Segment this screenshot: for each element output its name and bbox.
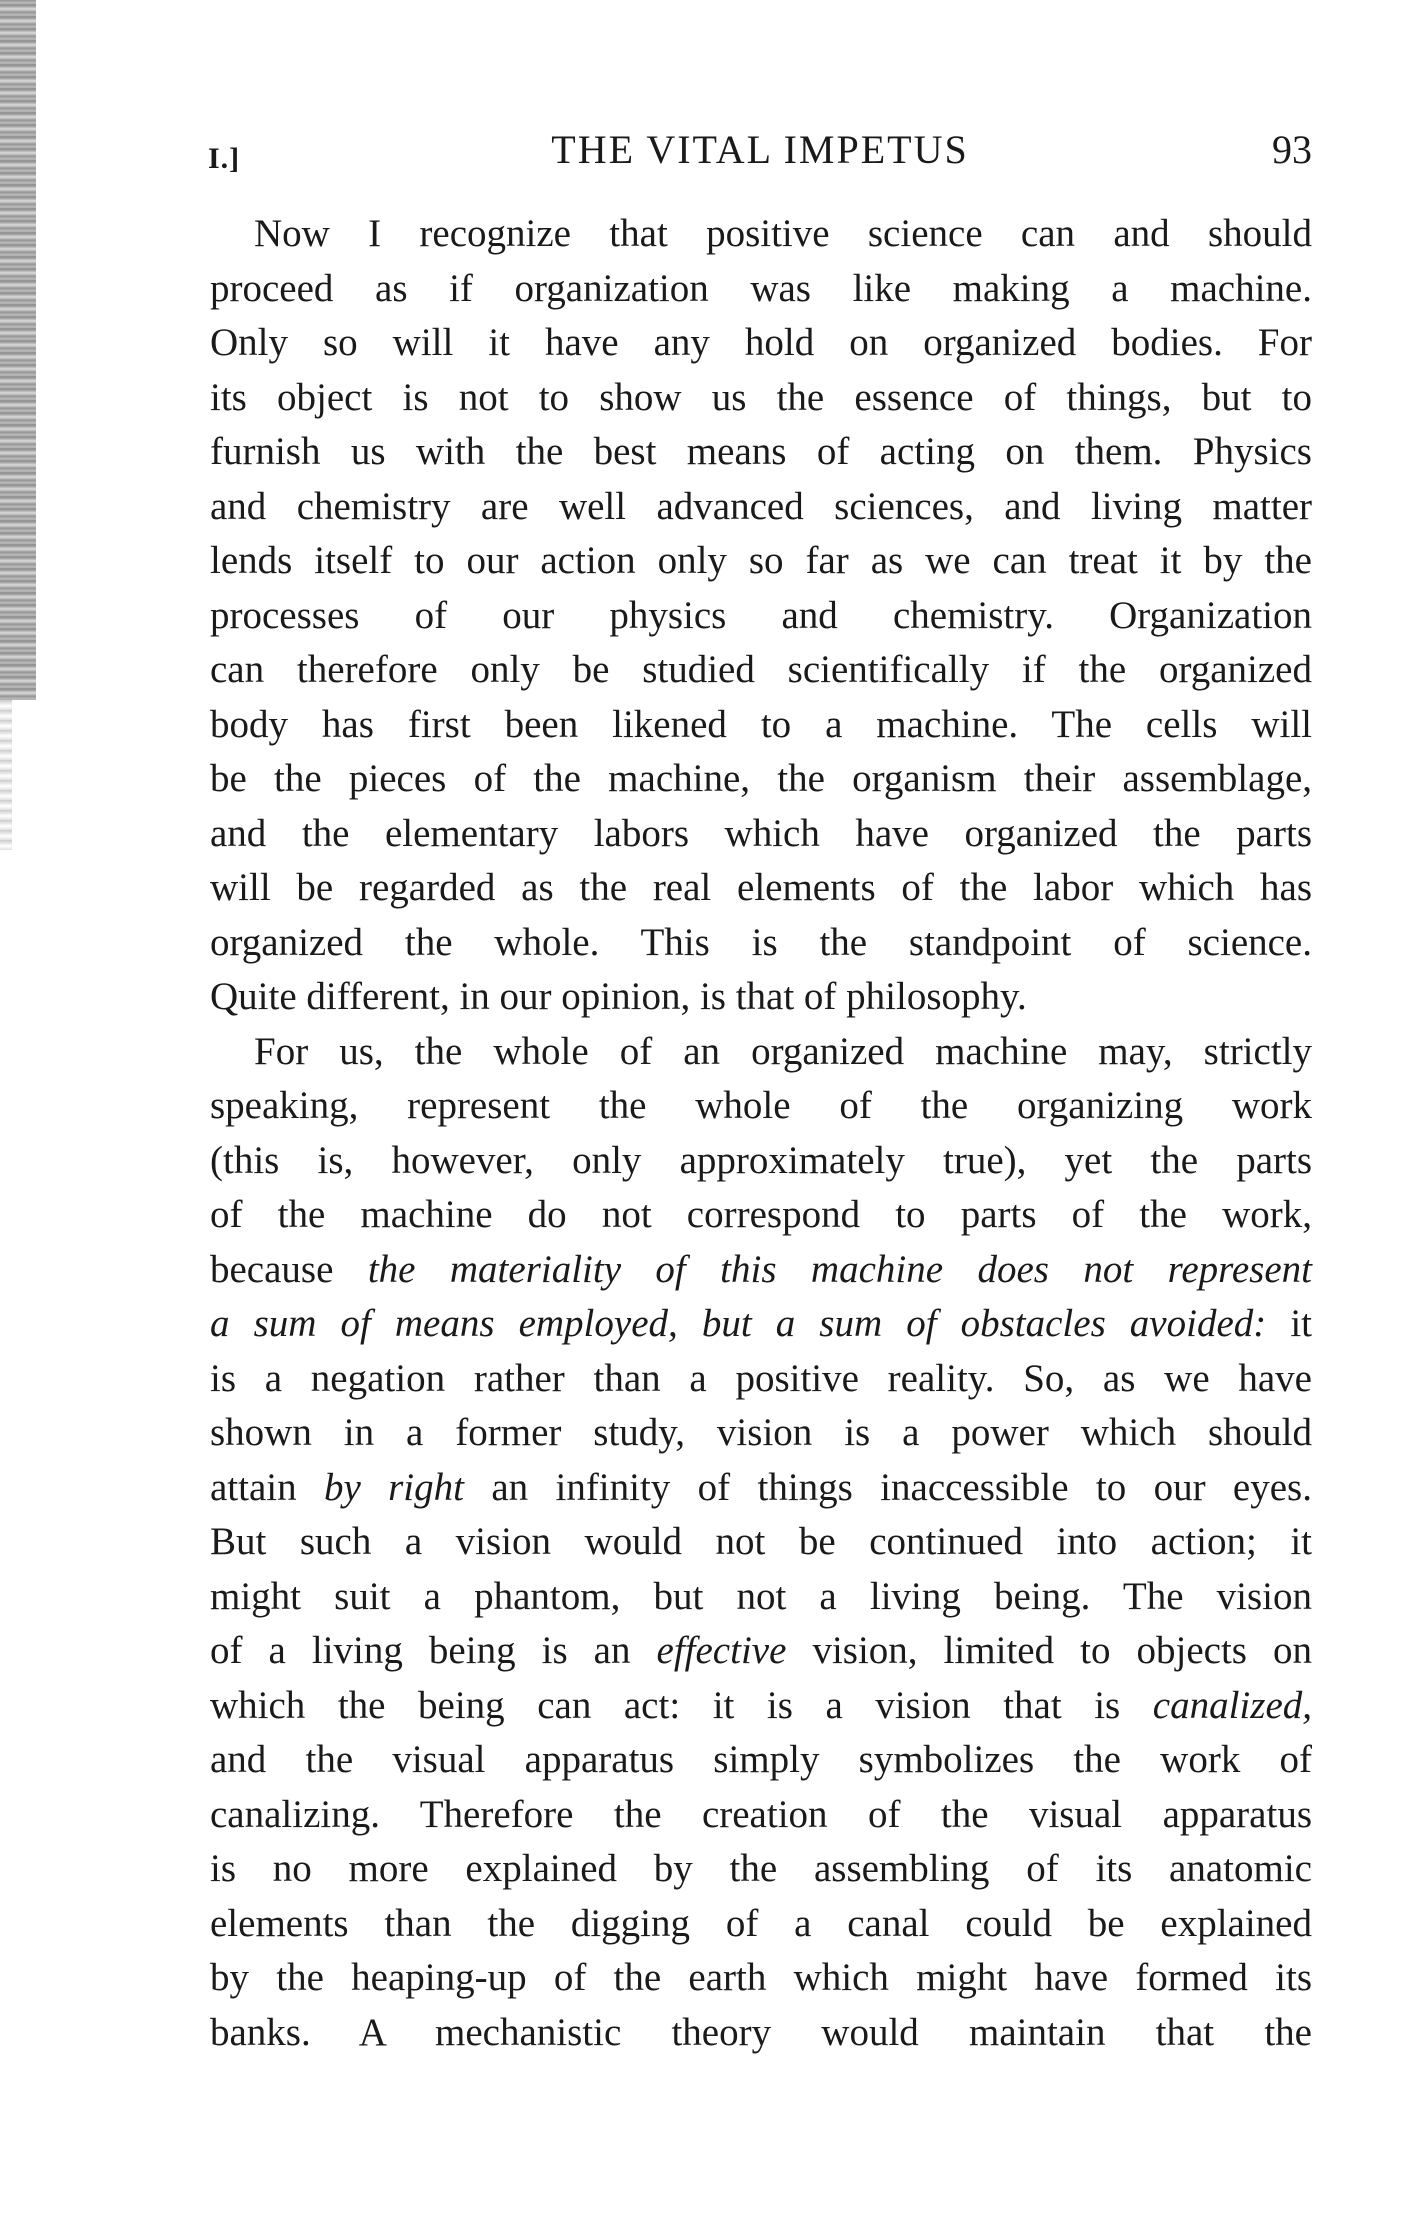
text-line: (this is, however, only approximately true), yet the parts: [210, 1138, 1312, 1182]
text-line: canalizing. Therefore the creation of the visual apparatus: [210, 1792, 1312, 1836]
text-run: of a living being is an: [210, 1629, 657, 1672]
text-line: Only so will it have any hold on organized bodies. For: [210, 321, 1312, 364]
text-line: lends itself to our action only so far as we can treat it by the: [210, 539, 1312, 582]
text-line-mixed: [210, 1461, 1312, 1516]
italic-run: a sum of means employed, but a sum of obstacles avoided:: [210, 1302, 1267, 1345]
text-line: organized the whole. This is the standpoint of science.: [210, 920, 1312, 964]
text-line: elements than the digging of a canal could be explained: [210, 1901, 1312, 1945]
running-title: THE VITAL IMPETUS: [551, 127, 969, 172]
text-line: is a negation rather than a positive reality. So, as we have: [210, 1356, 1312, 1400]
text-line: and the elementary labors which have organized the parts: [210, 811, 1312, 855]
text-line: But such a vision would not be continued into action; it: [210, 1520, 1312, 1563]
text-run: vision, limited to objects on: [786, 1629, 1313, 1672]
italic-run: canalized,: [1152, 1683, 1312, 1727]
text-line: will be regarded as the real elements of the labor which has: [210, 866, 1312, 909]
page-header: [208, 118, 1312, 178]
paragraph-1: [210, 207, 1312, 1025]
text-run: because: [210, 1247, 368, 1291]
italic-run: effective: [656, 1629, 787, 1672]
body-text: [210, 207, 1312, 2060]
text-run: which the being can act: it is a vision that is: [210, 1683, 1153, 1727]
text-line-mixed: [210, 1679, 1312, 1734]
text-line-mixed: [210, 1243, 1312, 1298]
italic-run: by right: [323, 1465, 464, 1509]
text-line: Quite different, in our opinion, is that of philosophy.: [210, 975, 1027, 1018]
text-line: its object is not to show us the essence of things, but to: [210, 375, 1312, 419]
text-line: furnish us with the best means of acting on them. Physics: [210, 430, 1312, 473]
text-line-mixed: [210, 1297, 1312, 1352]
text-line: and chemistry are well advanced sciences, and living matter: [210, 484, 1312, 528]
text-line: shown in a former study, vision is a power which should: [210, 1411, 1312, 1454]
text-line: For us, the whole of an organized machine may, strictly: [254, 1029, 1312, 1073]
text-line: processes of our physics and chemistry. Organization: [210, 593, 1312, 637]
scan-page-edge-lower: [0, 700, 12, 850]
text-line: speaking, represent the whole of the organizing work: [210, 1084, 1312, 1127]
paragraph-2: [210, 1025, 1312, 2061]
text-line: of the machine do not correspond to parts of the work,: [210, 1193, 1312, 1236]
text-line: is no more explained by the assembling of its anatomic: [210, 1847, 1312, 1890]
text-line: Now I recognize that positive science can and should: [254, 212, 1312, 255]
text-line: banks. A mechanistic theory would maintain that the: [210, 2010, 1312, 2054]
text-line: might suit a phantom, but not a living being. The vision: [210, 1574, 1312, 1618]
text-line: body has first been likened to a machine. The cells will: [210, 702, 1312, 746]
text-line: by the heaping-up of the earth which might have formed its: [210, 1956, 1312, 1999]
text-line: proceed as if organization was like making a machine.: [210, 266, 1312, 310]
text-run: an infinity of things inaccessible to our eyes.: [463, 1465, 1312, 1509]
text-line-mixed: [210, 1624, 1312, 1679]
text-run: it: [1266, 1302, 1312, 1345]
scan-page-edge: [0, 0, 36, 700]
italic-run: the materiality of this machine does not represent: [367, 1247, 1312, 1291]
text-line: and the visual apparatus simply symbolizes the work of: [210, 1738, 1312, 1781]
text-line: be the pieces of the machine, the organism their assemblage,: [210, 757, 1312, 800]
text-line: can therefore only be studied scientifically if the organized: [210, 648, 1312, 691]
text-run: attain: [210, 1465, 324, 1509]
page-number: 93: [1272, 127, 1312, 172]
chapter-marker: I.]: [208, 142, 241, 175]
